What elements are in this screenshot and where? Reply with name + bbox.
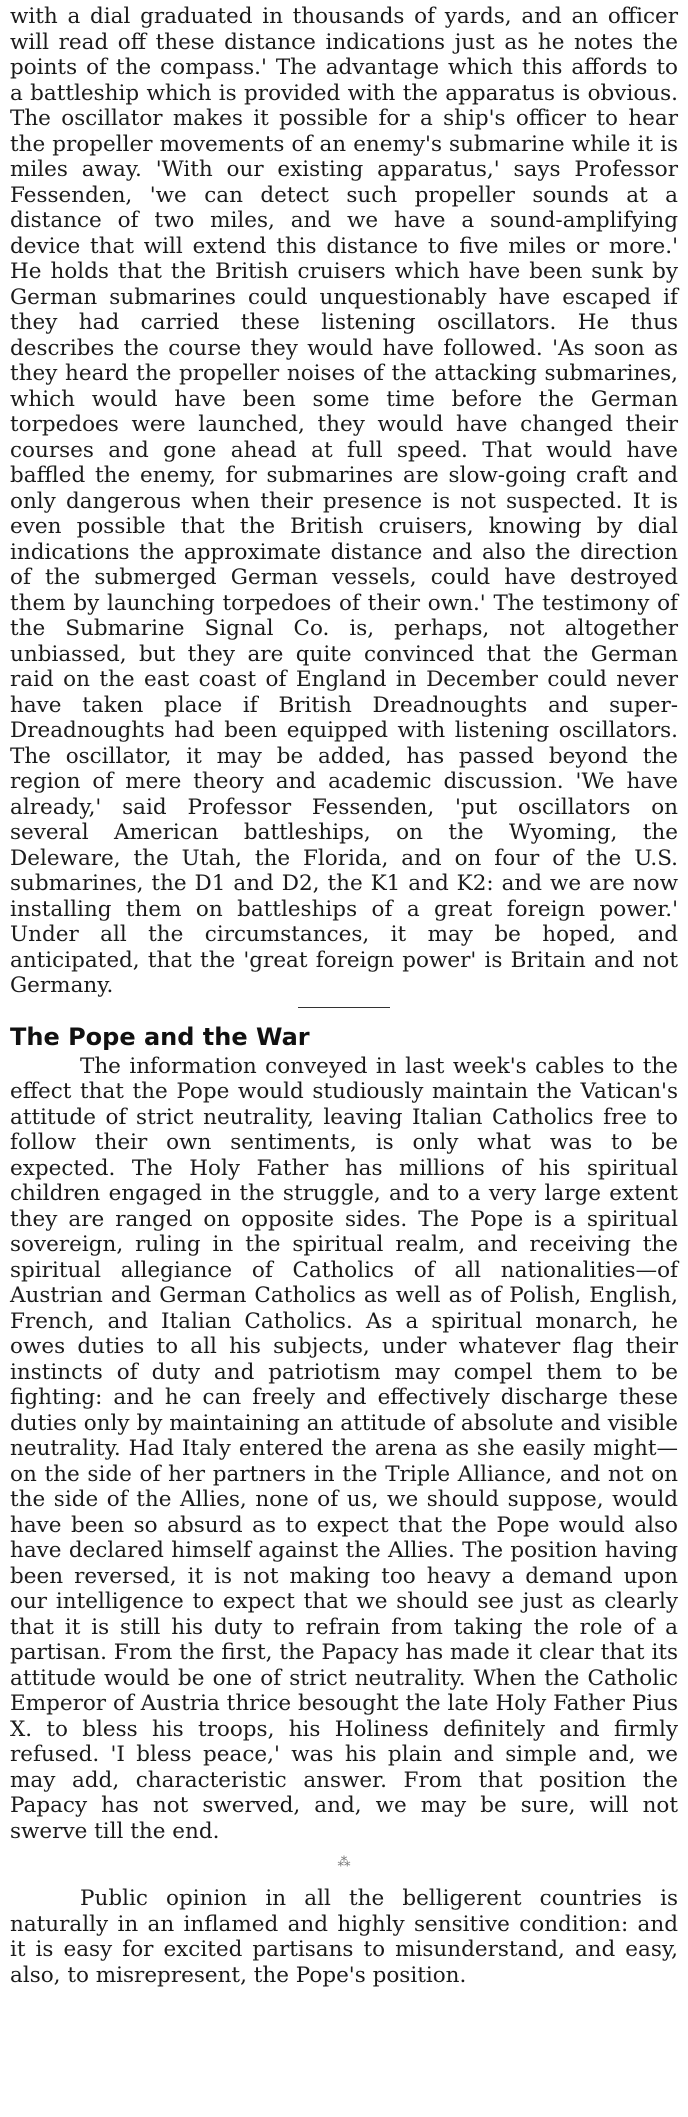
paragraph-separator: ⁂ (337, 1855, 351, 1870)
article-oscillator-paragraph: with a dial graduated in thousands of yards, and an officer will read off these distance indications just as he notes the points of the compass.' The advantage which this affords to a battleship which is provided with the apparatus is obvious. The oscillator makes it possible for a ship's officer to hear the propeller movements of an enemy's submarine while it is miles away. 'With our existing apparatus,' says Professor Fessenden, 'we can detect such propeller sounds at a distance of two miles, and we have a sound-amplifying device that will extend this distance to five miles or more.' He holds that the British cruisers which have been sunk by German submarines could unquestionably have escaped if they had carried these listening oscillators. He thus describes the course they would have followed. 'As soon as they heard the propeller noises of the attacking submarines, which would have been some time before the German torpedoes were launched, they would have changed their courses and gone ahead at full speed. That would have baffled the enemy, for submarines are slow-going craft and only dangerous when their presence is not suspected. It is even possible that the British cruisers, knowing by dial indications the approximate distance and also the direction of the submerged German vessels, could have destroyed them by launching torpedoes of their own.' The testimony of the Submarine Signal Co. is, perhaps, not altogether unbiassed, but they are quite convinced that the German raid on the east coast of England in December could never have taken place if British Dreadnoughts and super-Dreadnoughts had been equipped with listening oscillators. The oscillator, it may be added, has passed beyond the region of mere theory and academic discussion. 'We have already,' said Professor Fessenden, 'put oscillators on several American battleships, on the Wyoming, the Deleware, the Utah, the Florida, and on four of the U.S. submarines, the D1 and D2, the K1 and K2: and we are now installing them on battleships of a great foreign power.' Under all the circumstances, it may be hoped, and anticipated, that the 'great foreign power' is Britain and not Germany. (10, 4, 678, 998)
article-pope-paragraph-1: The information conveyed in last week's cables to the effect that the Pope would studiously maintain the Vatican's attitude of strict neutrality, leaving Italian Catholics free to follow their own sentiments, is only what was to be expected. The Holy Father has millions of his spiritual children engaged in the struggle, and to a very large extent they are ranged on opposite sides. The Pope is a spiritual sovereign, ruling in the spiritual realm, and receiving the spiritual allegiance of Catholics of all nationalities—of Austrian and German Catholics as well as of Polish, English, French, and Italian Catholics. As a spiritual monarch, he owes duties to all his subjects, under whatever flag their instincts of duty and patriotism may compel them to be fighting: and he can freely and effectively discharge these duties only by maintaining an attitude of absolute and visible neutrality. Had Italy entered the arena as she easily might—on the side of her partners in the Triple Alliance, and not on the side of the Allies, none of us, we should suppose, would have been so absurd as to expect that the Pope would also have declared himself against the Allies. The position having been reversed, it is not making too heavy a demand upon our intelligence to expect that we should see just as clearly that it is still his duty to refrain from taking the role of a partisan. From the first, the Papacy has made it clear that its attitude would be one of strict neutrality. When the Catholic Emperor of Austria thrice besought the late Holy Father Pius X. to bless his troops, his Holiness definitely and firmly refused. 'I bless peace,' was his plain and simple and, we may add, characteristic answer. From that position the Papacy has not swerved, and, we may be sure, will not swerve till the end. (10, 1053, 678, 1844)
article-pope-paragraph-2: Public opinion in all the belligerent countries is naturally in an inflamed and highly sensitive condition: and it is easy for excited partisans to misunderstand, and easy, also, to misrepresent, the Pope's position. (10, 1886, 678, 1988)
article-heading: The Pope and the War (10, 1022, 310, 1051)
section-divider (298, 1007, 390, 1008)
